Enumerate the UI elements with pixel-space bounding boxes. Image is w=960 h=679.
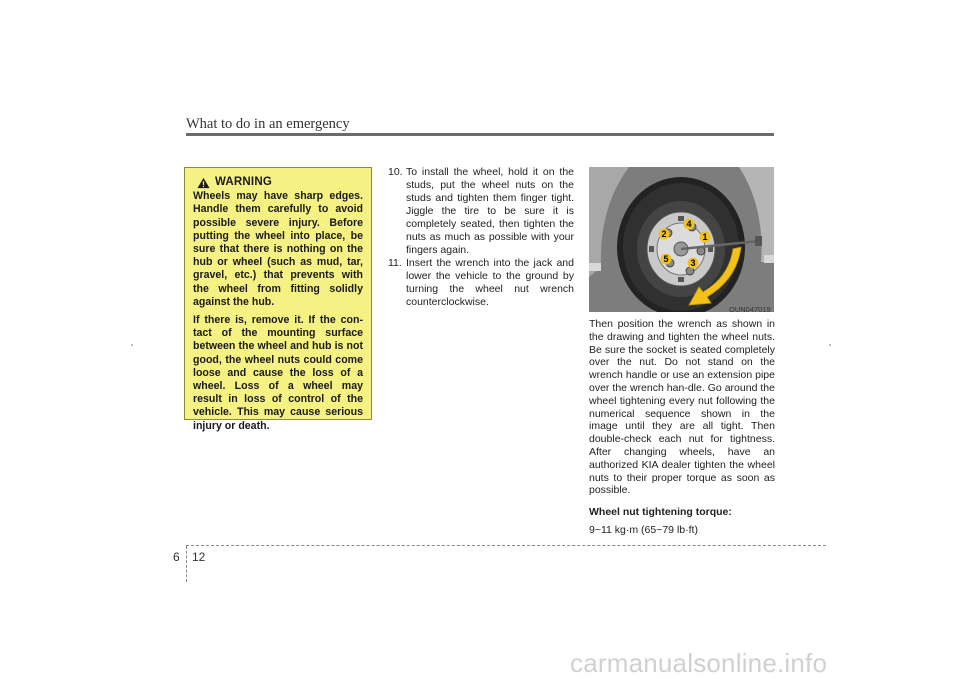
warning-box: [184, 167, 372, 432]
step-text: Insert the wrench into the jack and lower the vehicle to the ground by turning the wheel nut wrench counterclockwise.: [406, 257, 574, 308]
nut-label-5: 5: [663, 254, 669, 264]
instruction-paragraph: Then position the wrench as shown in the drawing and tighten the wheel nuts. Be sure the socket is seated completely over the nut. Do not stand on the wrench handle or use an extension pipe over the wrench han-dle. Go around the wheel tightening every nut following the numerical sequence shown in the image until they are all tight. Then double-check each nut for tightness. After changing wheels, have an authorized KIA dealer tighten the wheel nuts to their proper torque as soon as possible.: [589, 318, 775, 497]
step-11: [388, 257, 574, 309]
warning-triangle-icon: [197, 177, 210, 189]
step-number: 10.: [388, 166, 403, 178]
torque-value: 9~11 kg·m (65~79 lb·ft): [589, 523, 698, 536]
wheel-illustration: [589, 167, 774, 312]
scan-mark: [829, 344, 831, 346]
footer-divider: [186, 546, 187, 582]
wheel-drawing: [589, 167, 774, 312]
step-number: 11.: [388, 257, 402, 269]
footer-rule: [186, 545, 826, 546]
scan-mark: [131, 344, 133, 346]
page-header-title: What to do in an emergency: [186, 116, 350, 132]
nut-label-3: 3: [690, 258, 696, 268]
warning-paragraph-1: Wheels may have sharp edges. Handle them carefully to avoid possible severe injury. Before putting the wheel into place, be sure that there is nothing on the hub or wheel (such as mud, tar, gravel, etc.) that prevents with the wheel from fitting solidly against the hub.: [193, 190, 363, 308]
figure-code: OUN047019: [729, 305, 771, 314]
step-10: [388, 166, 574, 257]
nut-label-4: 4: [686, 219, 692, 229]
torque-label: Wheel nut tightening torque:: [589, 506, 732, 519]
page-number: 12: [192, 550, 206, 564]
warning-header: [193, 176, 363, 189]
nut-label-2: 2: [661, 229, 667, 239]
chapter-number: 6: [173, 550, 180, 564]
procedure-steps: [388, 166, 574, 309]
watermark: carmanualsonline.info: [570, 648, 828, 678]
instructions-column: [589, 318, 775, 537]
nut-label-1: 1: [702, 232, 708, 242]
header-rule: [186, 133, 774, 136]
warning-title: WARNING: [215, 176, 272, 188]
warning-paragraph-2: If there is, remove it. If the con-tact of the mounting surface between the wheel and hub is not good, the wheel nuts could come loose and cause the loss of a wheel. Loss of a wheel may result in loss of control of the vehicle. This may cause serious injury or death.: [193, 314, 363, 432]
step-text: To install the wheel, hold it on the studs, put the wheel nuts on the studs and tighten them finger tight. Jiggle the tire to be sure it is completely seated, then tighten the nuts as much as possible with your fingers again.: [406, 166, 574, 256]
